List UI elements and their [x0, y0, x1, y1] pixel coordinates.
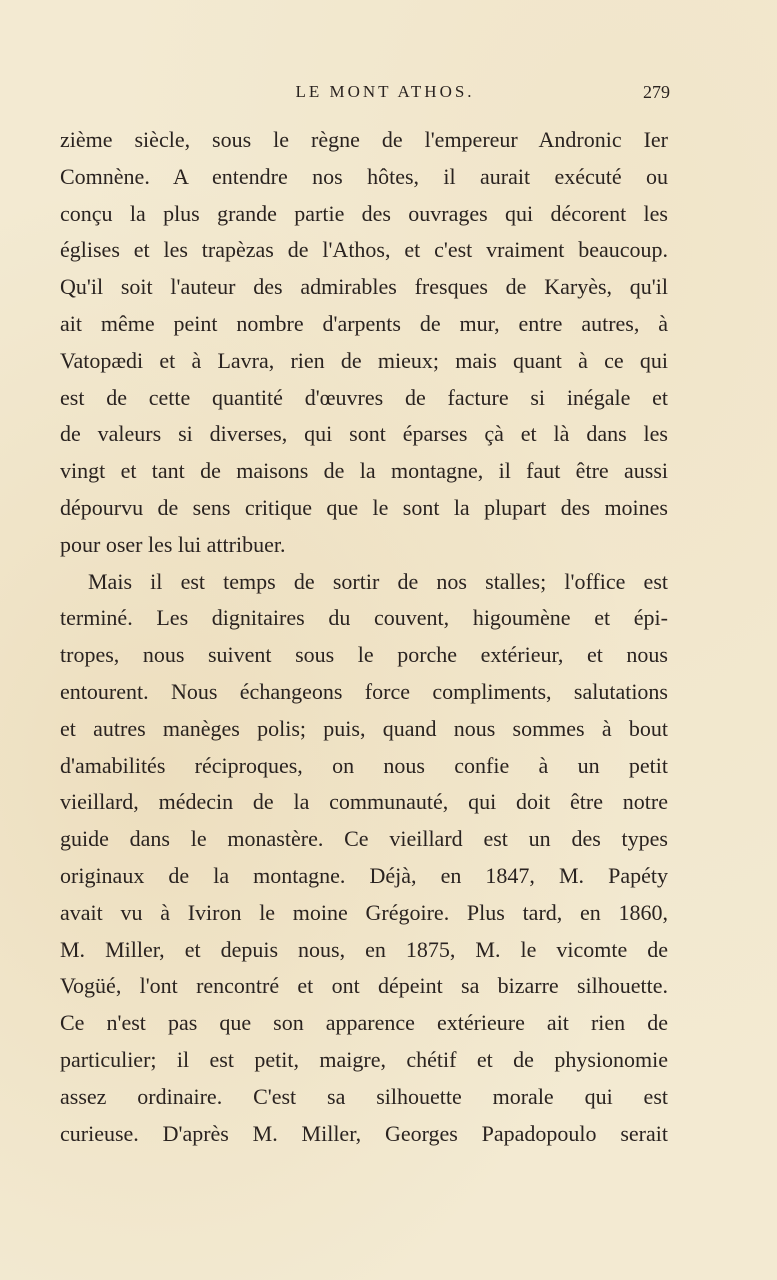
text-line: conçu la plus grande partie des ouvrages qui décorent les [60, 200, 668, 226]
text-line: originaux de la montagne. Déjà, en 1847, M. Papéty [60, 862, 668, 888]
text-line: guide dans le monastère. Ce vieillard est un des types [60, 826, 668, 852]
text-line: Qu'il soit l'auteur des admirables fresques de Karyès, qu'il [60, 274, 668, 300]
text-line: Mais il est temps de sortir de nos stalles; l'office est [88, 568, 668, 594]
text-line: églises et les trapèzas de l'Athos, et c'est vraiment beaucoup. [60, 237, 668, 263]
text-line: Comnène. A entendre nos hôtes, il aurait exécuté ou [60, 163, 668, 189]
text-line: pour oser les lui attribuer. [60, 531, 286, 557]
paragraph-1 [60, 122, 668, 564]
text-line: dépourvu de sens critique que le sont la plupart des moines [60, 494, 668, 520]
text-line: de valeurs si diverses, qui sont éparses çà et là dans les [60, 421, 668, 447]
text-line: Ce n'est pas que son apparence extérieure ait rien de [60, 1010, 668, 1036]
text-line: assez ordinaire. C'est sa silhouette morale qui est [60, 1083, 668, 1109]
text-line: d'amabilités réciproques, on nous confie à un petit [60, 752, 668, 778]
text-line: entourent. Nous échangeons force compliments, salutations [60, 678, 668, 704]
text-line: M. Miller, et depuis nous, en 1875, M. le vicomte de [60, 936, 668, 962]
text-line: vingt et tant de maisons de la montagne, il faut être aussi [60, 458, 668, 484]
text-line: particulier; il est petit, maigre, chétif et de physionomie [60, 1046, 668, 1072]
running-title: LE MONT ATHOS. [295, 82, 475, 101]
text-line: vieillard, médecin de la communauté, qui doit être notre [60, 789, 668, 815]
text-line: avait vu à Iviron le moine Grégoire. Plus tard, en 1860, [60, 899, 668, 925]
text-line: est de cette quantité d'œuvres de facture si inégale et [60, 384, 668, 410]
text-line: ait même peint nombre d'arpents de mur, entre autres, à [60, 310, 668, 336]
text-line: tropes, nous suivent sous le porche extérieur, et nous [60, 642, 668, 668]
text-line: Vatopædi et à Lavra, rien de mieux; mais quant à ce qui [60, 347, 668, 373]
text-line: et autres manèges polis; puis, quand nous sommes à bout [60, 715, 668, 741]
text-line: terminé. Les dignitaires du couvent, higoumène et épi- [60, 605, 668, 631]
page-number: 279 [643, 82, 670, 102]
page-header [60, 82, 670, 110]
body-text [60, 122, 668, 1152]
paragraph-2 [60, 564, 668, 1153]
text-line: Vogüé, l'ont rencontré et ont dépeint sa bizarre silhouette. [60, 973, 668, 999]
text-line: zième siècle, sous le règne de l'empereur Andronic Ier [60, 127, 668, 152]
text-line: curieuse. D'après M. Miller, Georges Papadopoulo serait [60, 1120, 668, 1146]
